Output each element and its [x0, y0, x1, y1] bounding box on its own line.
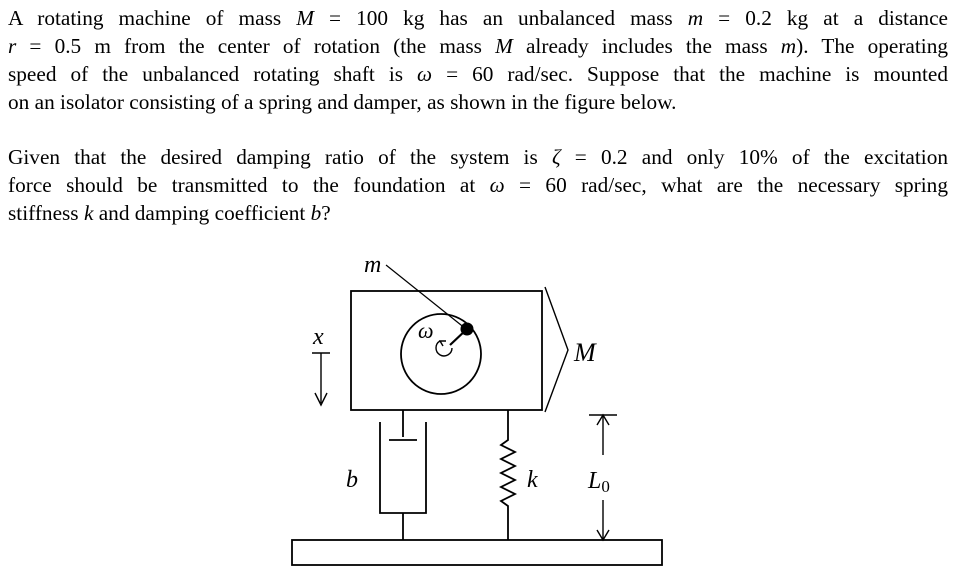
math-symbol: r [8, 34, 17, 58]
foundation [292, 540, 662, 565]
length-label: L0 [588, 468, 610, 496]
text-run: = 0.2 and only 10% of the excitation [560, 145, 949, 169]
machine-mass-label: M [574, 338, 596, 367]
math-symbol: M [296, 6, 314, 30]
text-run: ? [321, 201, 331, 225]
rotation-arrow-icon [436, 341, 452, 356]
spring-label: k [527, 467, 538, 493]
text-run: A rotating machine of mass [8, 6, 297, 30]
unbalanced-mass-label: m [364, 252, 382, 278]
math-symbol: m [687, 6, 704, 30]
omega-label: ω [418, 318, 434, 343]
spring [501, 410, 515, 540]
text-run: = 0.2 kg at a distance [703, 6, 948, 30]
math-symbol: ω [417, 62, 433, 86]
text-run: already includes the mass [512, 34, 781, 58]
damper-label: b [346, 467, 358, 493]
text-run: Given that the desired damping ratio of the system is [8, 145, 552, 169]
displacement-label: x [313, 324, 324, 350]
mass-brace [545, 287, 568, 412]
text-run: = 60 rad/sec. Suppose that the machine is mounted [432, 62, 948, 86]
math-symbol: k [83, 201, 94, 225]
machine-body [351, 291, 542, 410]
math-symbol: ω [489, 173, 505, 197]
math-symbol: M [495, 34, 513, 58]
text-run: and damping coefficient [93, 201, 311, 225]
text-run: speed of the unbalanced rotating shaft is [8, 62, 418, 86]
text-run: force should be transmitted to the foundation at [8, 173, 490, 197]
math-symbol: m [780, 34, 797, 58]
text-run: = 0.5 m from the center of rotation (the mass [16, 34, 496, 58]
unbalanced-mass-dot [461, 323, 474, 336]
text-run: = 100 kg has an unbalanced mass [313, 6, 688, 30]
length-subscript: 0 [601, 477, 610, 496]
text-run: on an isolator consisting of a spring and damper, as shown in the figure below. [8, 90, 677, 114]
math-symbol: b [310, 201, 322, 225]
text-run: stiffness [8, 201, 84, 225]
math-symbol: ζ [551, 145, 561, 169]
text-run: = 60 rad/sec, what are the necessary spring [504, 173, 948, 197]
text-run: ). The operating [796, 34, 948, 58]
